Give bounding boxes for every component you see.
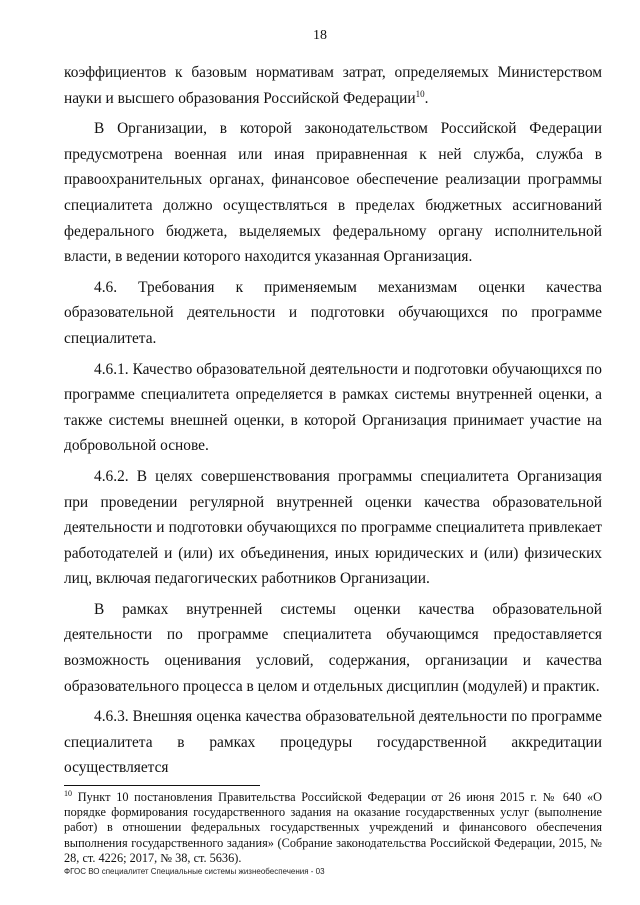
footnote-reference[interactable]: 10	[415, 88, 425, 99]
paragraph-4-6-2: 4.6.2. В целях совершенствования программы специалитета Организация при проведении регулярной внутренней оценки качества образовательной деятельности и подготовки обучающихся по программе специалитета привлекает работодателей и (или) их объединения, иных юридических и (или) физических лиц, включая педагогических работников Организации.	[64, 467, 602, 588]
footnote-separator	[64, 785, 260, 786]
paragraph-4-6-3: 4.6.3. Внешняя оценка качества образовательной деятельности по программе специалитета в рамках процедуры государственной аккредитации осуществляется	[64, 708, 602, 777]
footnote-text: Пункт 10 постановления Правительства Российской Федерации от 26 июня 2015 г. № 640 «О порядке формирования государственного задания на оказание государственных услуг (выполнение работ) в отношении федеральных государственных учреждений и финансового обеспечения выполнения государственного задания» (Собрание законодательства Российской Федерации, 2015, № 28, ст. 4226; 2017, № 38, ст. 5636).	[64, 790, 602, 865]
footnote	[64, 790, 602, 866]
page-number: 18	[313, 28, 327, 43]
paragraph-tail: .	[424, 89, 429, 107]
paragraph-military-organizations: В Организации, в которой законодательством Российской Федерации предусмотрена военная или иная приравненная к ней служба, служба в правоохранительных органах, финансовое обеспечение реализации программы специалитета должно осуществляться в пределах бюджетных ассигнований федерального бюджета, выделяемых федеральному органу исполнительной власти, в ведении которого находится указанная Организация.	[64, 120, 602, 266]
paragraph-continuation	[64, 60, 602, 111]
section-heading-4-6: 4.6. Требования к применяемым механизмам оценки качества образовательной деятельности и подготовки обучающихся по программе специалитета.	[64, 278, 602, 347]
document-code: ФГОС ВО специалитет Специальные системы жизнеобеспечения - 03	[64, 867, 325, 876]
paragraph-text: коэффициентов к базовым нормативам затрат, определяемых Министерством науки и высшего образования Российской Федерации	[64, 64, 602, 107]
paragraph-4-6-1: 4.6.1. Качество образовательной деятельности и подготовки обучающихся по программе специалитета определяется в рамках системы внутренней оценки, а также системы внешней оценки, в которой Организация принимает участие на добровольной основе.	[64, 360, 602, 455]
footnote-marker: 10	[64, 789, 72, 798]
body-text	[64, 60, 602, 786]
paragraph-internal-evaluation: В рамках внутренней системы оценки качества образовательной деятельности по программе специалитета обучающимся предоставляется возможность оценивания условий, содержания, организации и качества образовательного процесса в целом и отдельных дисциплин (модулей) и практик.	[64, 600, 602, 695]
